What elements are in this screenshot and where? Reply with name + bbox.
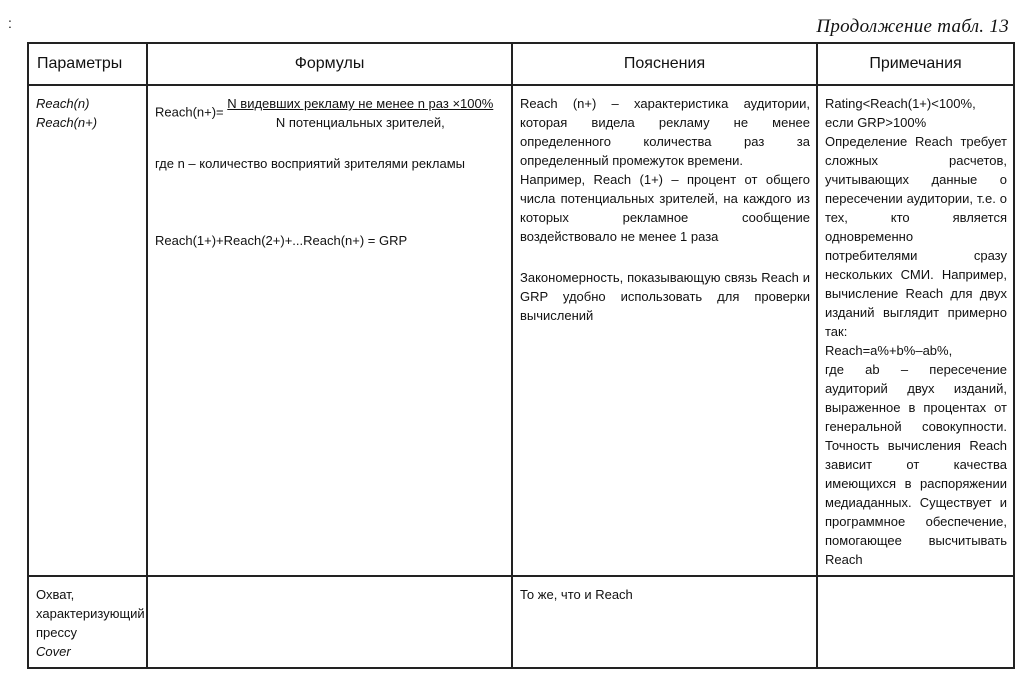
header-notes: Примечания [817,43,1014,85]
formula-lhs: Reach(n+)= [155,104,224,120]
header-params: Параметры [28,43,147,85]
note-empty [818,577,1013,591]
explanation-paragraph: Например, Reach (1+) – процент от общего числа потенциальных зрителей, на каждого из которых рекламное сообщение воздействовало не менее 1 раза [520,172,810,244]
notes-cell [817,576,1014,668]
param-reach-n: Reach(n) [36,96,90,111]
explanations-cell [512,85,817,576]
note-line: Rating<Reach(1+)<100%, [825,96,976,111]
header-formulas: Формулы [147,43,512,85]
formulas-cell [147,85,512,576]
formula-sum: Reach(1+)+Reach(2+)+...Reach(n+) = GRP [155,233,408,248]
data-table [27,42,1015,669]
params-cell [28,85,147,576]
note-paragraph: Определение Reach требует сложных расчетов, учитывающих данные о пересечении аудитории, т.е. о тех, кто является одновременно потребителями сразу нескольких СМИ. Например, вычисление Reach для двух изданий выглядит примерно так: [825,134,1007,339]
formula-fraction [227,94,493,132]
param-cover-label: Охват, характеризующий прессу [36,587,145,640]
explanation-paragraph: Закономерность, показывающую связь Reach и GRP удобно использовать для проверки вычислений [520,270,810,323]
formula-denominator: N потенциальных зрителей, [275,115,445,130]
page-margin-mark: : [8,15,12,31]
table-row [28,576,1014,668]
note-formula: Reach=a%+b%–ab%, [825,343,953,358]
formulas-cell [147,576,512,668]
table-header-row [28,43,1014,85]
explanations-cell [512,576,817,668]
formula-numerator: N видевших рекламу не менее n раз ×100% [227,96,494,111]
params-cell [28,576,147,668]
header-explanations: Пояснения [512,43,817,85]
explanation-paragraph: Reach (n+) – характеристика аудитории, которая видела рекламу не менее определенного количества раз за определенный промежуток времени. [520,96,810,168]
note-paragraph: где ab – пересечение аудиторий двух изданий, выраженное в процентах от генеральной совокупности. Точность вычисления Reach зависит от качества имеющихся в распоряжении медиаданных. Существует и программное обеспечение, помогающее высчитывать Reach [825,362,1007,567]
notes-cell [817,85,1014,576]
table-caption: Продолжение табл. 13 [816,16,1009,37]
note-line: если GRP>100% [825,115,927,130]
param-cover: Cover [36,644,71,659]
reach-formula [155,94,505,132]
table-row [28,85,1014,576]
param-reach-n-plus: Reach(n+) [36,115,98,130]
formula-where: где n – количество восприятий зрителями рекламы [155,156,465,171]
explanation-text: То же, что и Reach [520,587,633,602]
formula-empty [148,577,511,591]
